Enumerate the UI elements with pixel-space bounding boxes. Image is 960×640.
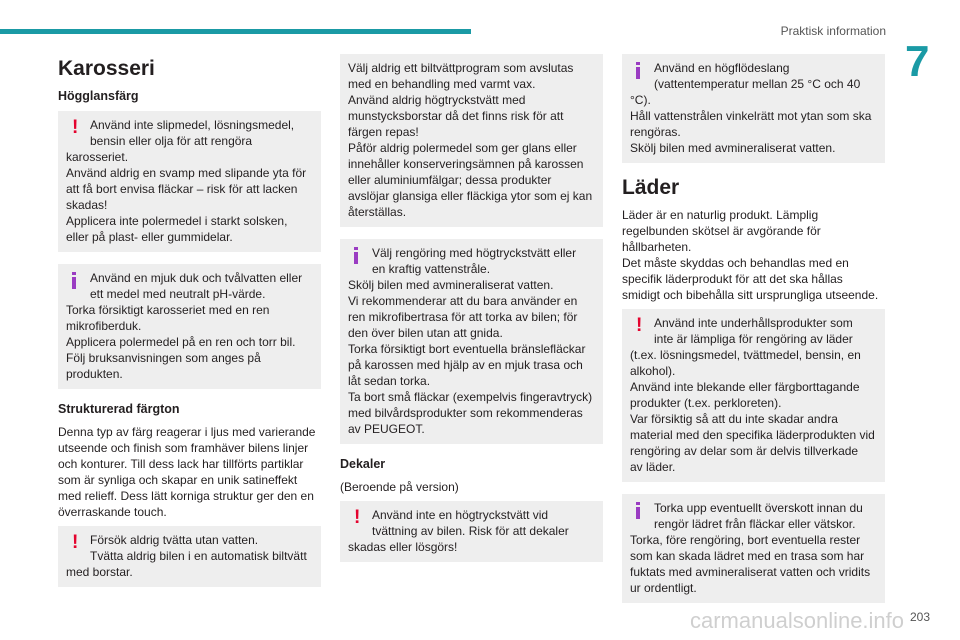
info-box: Välj rengöring med högtryckstvätt eller en kraftig vattenstråle. Skölj bilen med avmineraliserat vatten. Vi rekommenderar att du bara använder en ren mikrofibertrasa för att torka av bilen; för den över bilen utan att gnida. Torka försiktigt bort eventuella bränslefläckar på karossen med hjälp av en mjuk trasa och låt sedan torka. Ta bort små fläckar (exempelvis fingeravtryck) med bilvårdsprodukter som rekommenderas av PEUGEOT. (340, 239, 603, 444)
header-accent-bar (0, 29, 471, 34)
info-icon (354, 247, 358, 264)
info-icon (72, 272, 76, 289)
warning-box: ! Använd inte slipmedel, lösningsmedel, bensin eller olja för att rengöra karosseriet. Använd aldrig en svamp med slipande yta för att få bort envisa fläckar – risk för att lacken skadas! Applicera inte polermedel i starkt solsken, eller på plast- eller gummidelar. (58, 111, 321, 252)
info-box: Torka upp eventuellt överskott innan du rengör lädret från fläckar eller vätskor. Torka, före rengöring, bort eventuella rester som kan skada lädret med en trasa som har fuktats med avmineraliserat vatten och vridits ur ordentligt. (622, 494, 885, 603)
exclamation-icon: ! (354, 507, 361, 528)
subheading-dekaler: Dekaler (340, 457, 386, 471)
heading-karosseri: Karosseri (58, 57, 155, 80)
column-3 (622, 54, 885, 615)
exclamation-icon: ! (636, 315, 643, 336)
paragraph-version: (Beroende på version) (340, 480, 459, 494)
text-box: Välj aldrig ett biltvättprogram som avslutas med en behandling med varmt vax. Använd aldrig högtryckstvätt med munstycksborstar då det finns risk för att färgen repas! Påför aldrig polermedel som ger glans eller innehåller konserveringsämnen på karossen eller aluminiumfälgar; dessa produkter avslöjar glansiga eller fläckiga ytor som ej kan återställas. (340, 54, 603, 227)
chapter-number: 7 (905, 37, 930, 86)
info-icon (636, 62, 640, 79)
warning-box: ! Använd inte underhållsprodukter som inte är lämpliga för rengöring av läder (t.ex. lösningsmedel, tvättmedel, bensin, en alkohol). Använd inte blekande eller färgborttagande produkter (t.ex. perkloreten). Var försiktig så att du inte skadar andra material med den specifika läderprodukten vid rengöring av delar som är delvis tillverkade av läder. (622, 309, 885, 482)
warning-box: ! Använd inte en högtryckstvätt vid tvättning av bilen. Risk för att dekaler skadas eller lösgörs! (340, 501, 603, 562)
subheading-hogglansfarg: Högglansfärg (58, 89, 139, 103)
heading-lader: Läder (622, 176, 680, 199)
subheading-strukturerad-fargton: Strukturerad färgton (58, 402, 180, 416)
paragraph-lader: Läder är en naturlig produkt. Lämplig regelbunden skötsel är avgörande för hållbarheten. Det måste skyddas och behandlas med en specifik läderprodukt för att det ska hållas smidigt och bibehålla sitt ursprungliga utseende. (622, 208, 879, 302)
info-box: Använd en mjuk duk och tvålvatten eller ett medel med neutralt pH-värde. Torka försiktigt karosseriet med en ren mikrofiberduk. Applicera polermedel på en ren och torr bil. Följ bruksanvisningen som anges på produkten. (58, 264, 321, 389)
info-icon (636, 502, 640, 519)
page-number: 203 (909, 610, 930, 624)
watermark: carmanualsonline.info (690, 608, 905, 633)
info-box: Använd en högflödeslang (vattentemperatur mellan 25 °C och 40 °C). Håll vattenstrålen vinkelrätt mot ytan som ska rengöras. Skölj bilen med avmineraliserat vatten. (622, 54, 885, 163)
section-title: Praktisk information (780, 24, 886, 38)
exclamation-icon: ! (72, 117, 79, 138)
exclamation-icon: ! (72, 532, 79, 553)
column-1 (58, 54, 321, 599)
warning-box: ! Försök aldrig tvätta utan vatten. Tvätta aldrig bilen i en automatisk biltvätt med borstar. (58, 526, 321, 587)
paragraph-strukturerad: Denna typ av färg reagerar i ljus med varierande utseende och finish som framhäver bilens linjer och konturer. Till dess lack har tillförts partiklar som är synliga och skapar en unik satineffekt med relieff. Dess lätt korniga struktur ger den en överraskande touch. (58, 425, 316, 519)
column-2 (340, 54, 603, 574)
